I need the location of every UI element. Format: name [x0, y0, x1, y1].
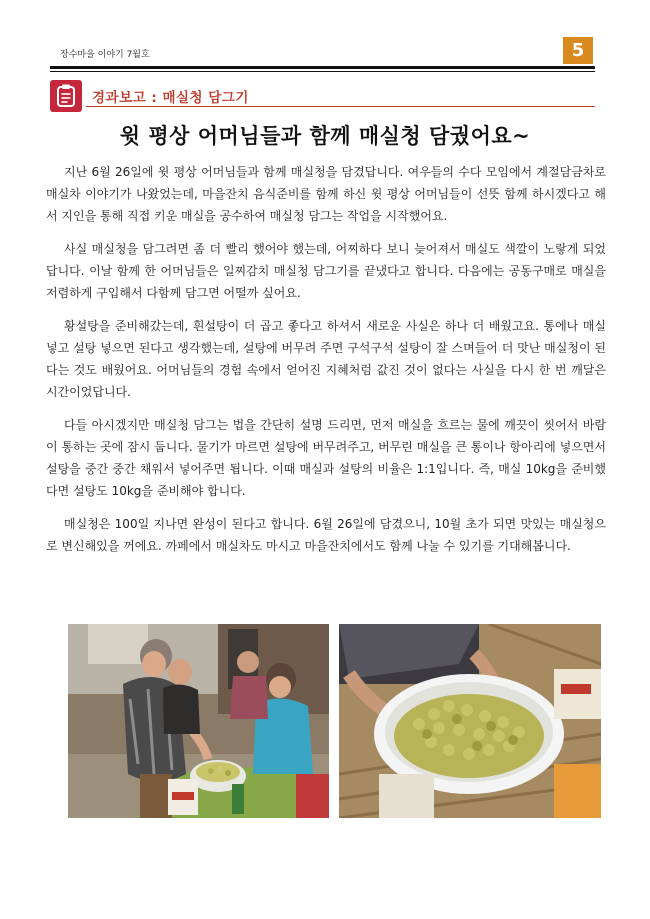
women-preparing-plums-photo: [68, 624, 329, 818]
header-rule-thick: [50, 66, 595, 69]
paragraph: 다들 아시겠지만 매실청 담그는 법을 간단히 설명 드리면, 먼저 매실을 흐르는 물에 깨끗이 씻어서 바람이 통하는 곳에 잠시 둡니다. 물기가 마르면 설탕에 버무려주고, 버무린 매실을 큰 통이나 항아리에 넣으면서 설탕을 중간 중간 채워서 넣어주면 됩니다. 이때 매실과 설탕의 비율은 1:1입니다. 즉, 매실 10kg을 준비했다면 설탕도 10kg을 준비해야 합니다.: [46, 418, 606, 498]
header-rule-thin: [50, 71, 595, 72]
article-body: [46, 161, 606, 568]
section-rule: [86, 106, 595, 107]
plum-bowl-with-sugar-photo: [339, 624, 601, 818]
newsletter-title: 장수마을 이야기 7월호: [60, 50, 150, 60]
page-number-badge: 5: [563, 37, 593, 64]
paragraph: 황설탕을 준비해갔는데, 흰설탕이 더 곱고 좋다고 하셔서 새로운 사실은 하나 더 배웠고요. 통에나 매실 넣고 설탕 넣으면 된다고 생각했는데, 설탕에 버무려 주면 구석구석 설탕이 잘 스며들어 더 맛난 매실청이 된다는 것도 배웠어요. 어머님들의 경험 속에서 얻어진 지혜처럼 값진 것이 없다는 사실을 다시 한 번 깨달은 시간이었답니다.: [46, 319, 606, 399]
section-label: 경과보고 : 매실청 담그기: [92, 90, 249, 106]
paragraph: 사실 매실청을 담그려면 좀 더 빨리 했어야 했는데, 어찌하다 보니 늦어져서 매실도 색깔이 노랗게 되었답니다. 이날 함께 한 어머님들은 일찌감치 매실청 담그기를 끝냈다고 합니다. 다음에는 공동구매로 매실을 저렴하게 구입해서 다함께 담그면 어떨까 싶어요.: [46, 242, 606, 300]
paragraph: 매실청은 100일 지나면 완성이 된다고 합니다. 6월 26일에 담겼으니, 10월 초가 되면 맛있는 매실청으로 변신해있을 꺼에요. 까페에서 매실차도 마시고 마을잔치에서도 함께 나눌 수 있기를 기대해봅니다.: [46, 517, 606, 553]
article-title: 윗 평상 어머님들과 함께 매실청 담궜어요~: [119, 124, 531, 148]
clipboard-icon: [50, 80, 82, 112]
paragraph: 지난 6월 26일에 윗 평상 어머님들과 함께 매실청을 담겼답니다. 여우들의 수다 모임에서 계절담금차로 매실차 이야기가 나왔었는데, 마을잔치 음식준비를 함께 하신 윗 평상 어머님들이 선뜻 함께 하시겠다고 해서 지인을 통해 직접 키운 매실을 공수하여 매실청 담그는 작업을 시작했어요.: [46, 165, 606, 223]
